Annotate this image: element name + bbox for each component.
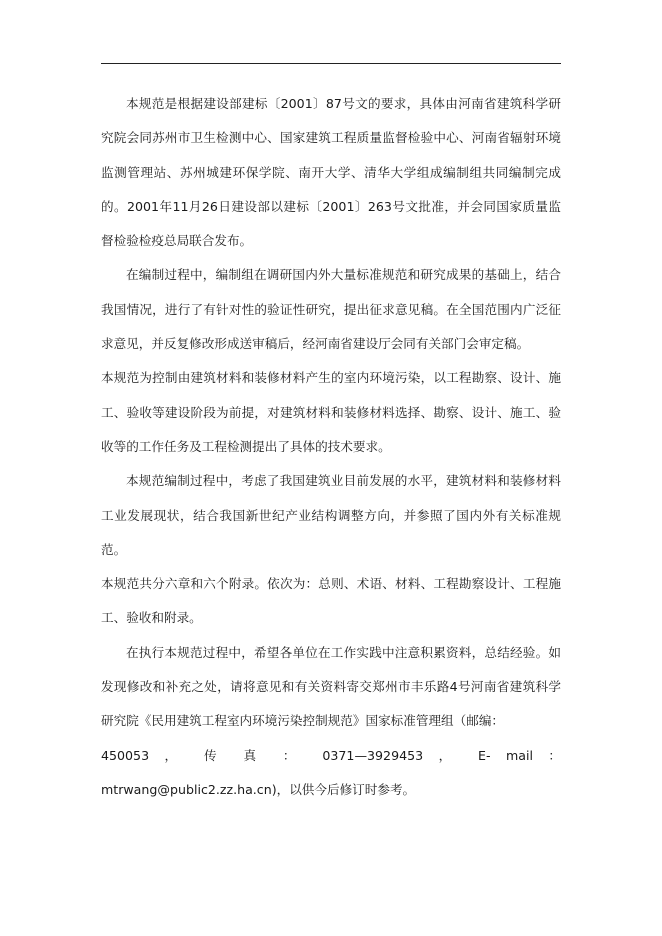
document-body — [101, 87, 561, 807]
paragraph-6-email-line: mtrwang@public2.zz.ha.cn)，以供今后修订时参考。 — [101, 781, 416, 797]
paragraph-6: 在执行本规范过程中，希望各单位在工作实践中注意积累资料，总结经验。如发现修改和补充之处，请将意见和有关资料寄交郑州市丰乐路4号河南省建筑科学研究院《民用建筑工程室内环境污染控制规范》国家标准管理组（邮编： — [101, 644, 561, 729]
paragraph-2: 在编制过程中，编制组在调研国内外大量标准规范和研究成果的基础上，结合我国情况，进行了有针对性的验证性研究，提出征求意见稿。在全国范围内广泛征求意见，并反复修改形成送审稿后，经河南省建设厅会同有关部门会审定稿。 — [101, 267, 561, 352]
header-rule — [101, 63, 561, 64]
paragraph-3: 本规范为控制由建筑材料和装修材料产生的室内环境污染，以工程勘察、设计、施工、验收等建设阶段为前提，对建筑材料和装修材料选择、勘察、设计、施工、验收等的工作任务及工程检测提出了具体的技术要求。 — [101, 370, 561, 454]
paragraph-5: 本规范共分六章和六个附录。依次为：总则、术语、材料、工程勘察设计、工程施工、验收和附录。 — [101, 576, 561, 626]
paragraph-6-contact-line: 450053 ， 传 真 ： 0371—3929453 ， E- mail ： — [101, 747, 561, 763]
paragraph-1: 本规范是根据建设部建标〔2001〕87号文的要求，具体由河南省建筑科学研究院会同苏州市卫生检测中心、国家建筑工程质量监督检验中心、河南省辐射环境监测管理站、苏州城建环保学院、南开大学、清华大学组成编制组共同编制完成的。2001年11月26日建设部以建标〔2001〕263号文批准，并会同国家质量监督检验检疫总局联合发布。 — [101, 96, 561, 249]
paragraph-4: 本规范编制过程中，考虑了我国建筑业目前发展的水平，建筑材料和装修材料工业发展现状，结合我国新世纪产业结构调整方向，并参照了国内外有关标准规范。 — [101, 473, 561, 557]
